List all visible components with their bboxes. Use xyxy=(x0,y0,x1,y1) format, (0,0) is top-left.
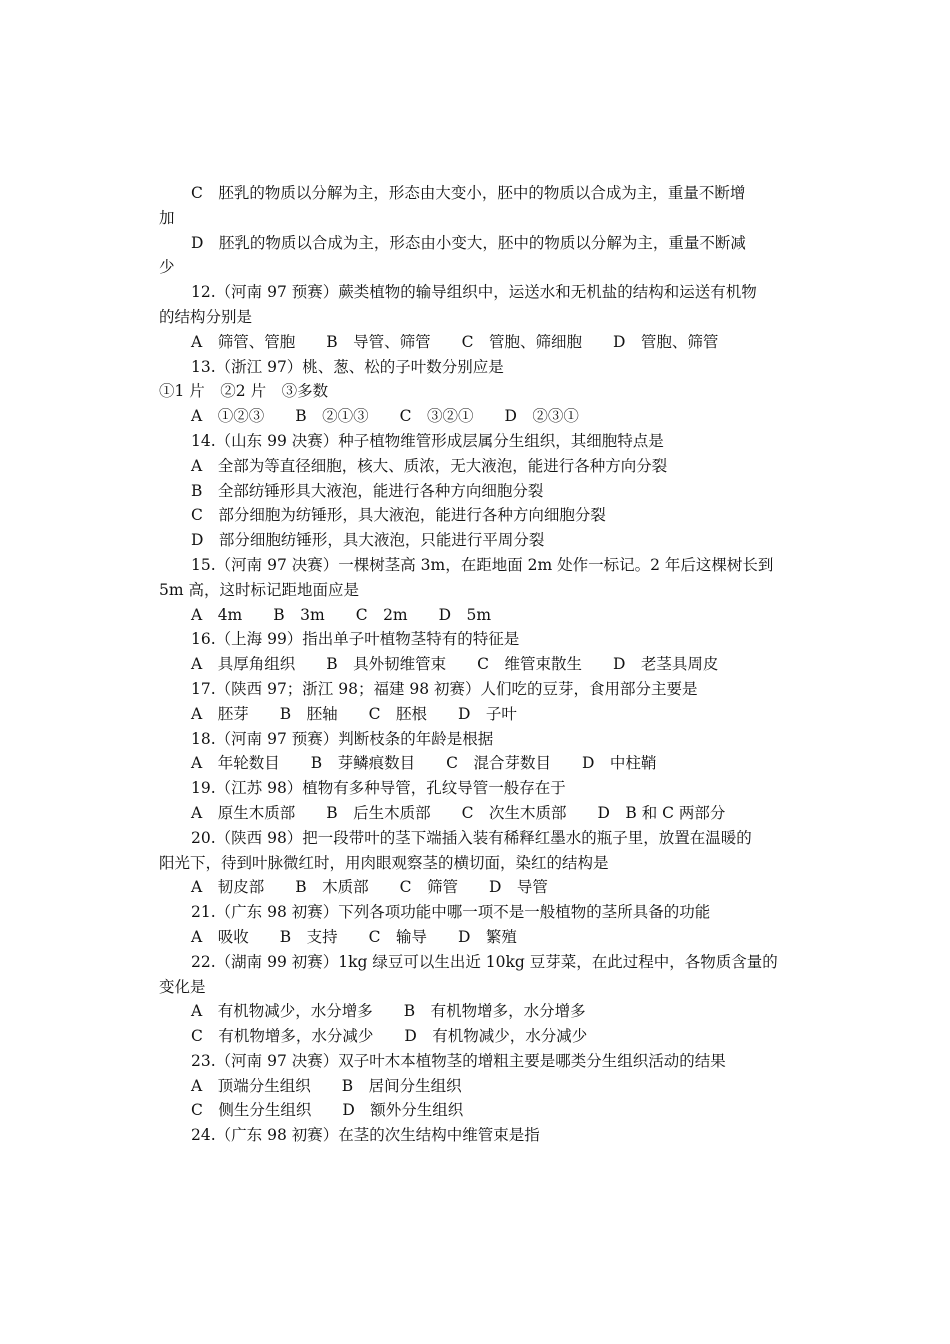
text-line: 少 xyxy=(159,258,175,277)
text-line: 的结构分别是 xyxy=(159,307,253,326)
text-line: 5m 高，这时标记距地面应是 xyxy=(159,580,359,599)
text-line: 变化是 xyxy=(159,977,206,996)
options-line: A ①②③ B ②①③ C ③②① D ②③① xyxy=(191,407,579,426)
question-15: 15.（河南 97 决赛）一棵树茎高 3m，在距地面 2m 处作一标记。2 年后这棵树长到 xyxy=(191,555,774,574)
options-line: A 有机物减少，水分增多 B 有机物增多，水分增多 xyxy=(191,1002,586,1021)
question-18: 18.（河南 97 预赛）判断枝条的年龄是根据 xyxy=(191,729,494,748)
options-line: A 筛管、管胞 B 导管、筛管 C 管胞、筛细胞 D 管胞、筛管 xyxy=(191,332,719,351)
question-12: 12.（河南 97 预赛）蕨类植物的输导组织中，运送水和无机盐的结构和运送有机物 xyxy=(191,283,757,302)
question-22: 22.（湖南 99 初赛）1kg 绿豆可以生出近 10kg 豆芽菜，在此过程中，各物质含量的 xyxy=(191,952,778,971)
question-13: 13.（浙江 97）桃、葱、松的子叶数分别应是 xyxy=(191,357,504,376)
options-line: C 侧生分生组织 D 额外分生组织 xyxy=(191,1101,464,1120)
question-20: 20.（陕西 98）把一段带叶的茎下端插入装有稀释红墨水的瓶子里，放置在温暖的 xyxy=(191,828,752,847)
option-line: C 部分细胞为纺锤形，具大液泡，能进行各种方向细胞分裂 xyxy=(191,506,606,525)
options-line: A 胚芽 B 胚轴 C 胚根 D 子叶 xyxy=(191,704,517,723)
question-text xyxy=(159,181,793,1148)
options-line: A 年轮数目 B 芽鳞痕数目 C 混合芽数目 D 中柱鞘 xyxy=(191,754,657,773)
question-23: 23.（河南 97 决赛）双子叶木本植物茎的增粗主要是哪类分生组织活动的结果 xyxy=(191,1051,726,1070)
options-line: A 具厚角组织 B 具外韧维管束 C 维管束散生 D 老茎具周皮 xyxy=(191,655,719,674)
options-line: C 有机物增多，水分减少 D 有机物减少，水分减少 xyxy=(191,1027,588,1046)
option-line: D 部分细胞纺锤形，具大液泡，只能进行平周分裂 xyxy=(191,531,545,550)
options-line: A 顶端分生组织 B 居间分生组织 xyxy=(191,1076,462,1095)
text-line: 加 xyxy=(159,208,175,227)
option-line: A 全部为等直径细胞，核大、质浓，无大液泡，能进行各种方向分裂 xyxy=(191,456,668,475)
options-line: A 4m B 3m C 2m D 5m xyxy=(191,605,492,624)
question-17: 17.（陕西 97；浙江 98；福建 98 初赛）人们吃的豆芽，食用部分主要是 xyxy=(191,679,698,698)
option-line: B 全部纺锤形具大液泡，能进行各种方向细胞分裂 xyxy=(191,481,544,500)
text-line: D 胚乳的物质以合成为主，形态由小变大，胚中的物质以分解为主，重量不断减 xyxy=(191,233,746,252)
question-24: 24.（广东 98 初赛）在茎的次生结构中维管束是指 xyxy=(191,1126,540,1145)
question-14: 14.（山东 99 决赛）种子植物维管形成层属分生组织，其细胞特点是 xyxy=(191,431,664,450)
options-line: A 吸收 B 支持 C 输导 D 繁殖 xyxy=(191,927,517,946)
question-19: 19.（江苏 98）植物有多种导管，孔纹导管一般存在于 xyxy=(191,779,566,798)
options-line: A 韧皮部 B 木质部 C 筛管 D 导管 xyxy=(191,878,548,897)
text-line: 阳光下，待到叶脉微红时，用肉眼观察茎的横切面，染红的结构是 xyxy=(159,853,609,872)
text-line: ①1 片 ②2 片 ③多数 xyxy=(159,382,329,401)
question-21: 21.（广东 98 初赛）下列各项功能中哪一项不是一般植物的茎所具备的功能 xyxy=(191,903,711,922)
question-16: 16.（上海 99）指出单子叶植物茎特有的特征是 xyxy=(191,630,520,649)
text-line: C 胚乳的物质以分解为主，形态由大变小，胚中的物质以合成为主，重量不断增 xyxy=(191,184,746,202)
options-line: A 原生木质部 B 后生木质部 C 次生木质部 D B 和 C 两部分 xyxy=(191,803,726,822)
